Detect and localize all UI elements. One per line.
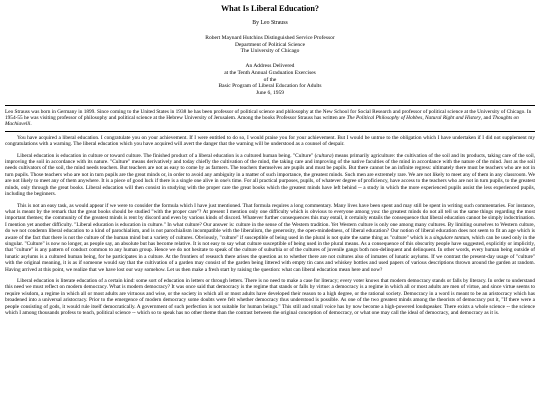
occasion-line: June 6, 1959 <box>256 89 284 96</box>
section-divider <box>5 131 535 132</box>
paragraph-text: This is not an easy task, as would appear if we were to consider the formula which I have just mentioned. That formula requires a long commentary. Many lives have been spent and may still be spent in writing such commentaries. For instance, what is meant by the remark that the great books should be studied "with the proper care"? At present I mention only one difficulty which is obvious to everyone among you: the greatest minds do not all tell us the same things regarding the most important themes; the community of the greatest minds is rent by discord and even by various kinds of discord. Whatever further consequences this may entail, it certainly entails the consequence that liberal education cannot be simply indoctrination. I mention yet another difficulty. "Liberal education is education in culture." In what culture? Our answer is: culture in the sense of the Western tradition. Yet Western culture is only one among many cultures. By limiting ourselves to Western culture, do we not condemn liberal education to a kind of parochialism, and is not parochialism incompatible with the liberalism, the generosity, the open-mindedness, of liberal education? Our notion of liberal education does not seem to fit an age which is aware of the fact that there is not the culture of the human mind but a variety of cultures. Obviously, "culture" if susceptible of being used in the plural is not quite the same thing as "culture" which is a <box>5 202 535 241</box>
bio-end: . <box>30 121 32 128</box>
body-paragraph: You have acquired a liberal education. I congratulate you on your achievement. If I were entitled to do so, I would praise you for your achievement. But I would be untrue to the obligation which I have undertaken if I did not supplement my congratulations with a warning. The liberal education which you have acquired will avert the danger that the warning will be understood as a counsel of despair. <box>5 134 535 148</box>
author-bio <box>5 109 535 128</box>
occasion-line: of the <box>263 76 277 83</box>
affiliation-line: Department of Political Science <box>234 41 306 48</box>
paragraph-text: , which can be used only in the singular. "Culture" is now no longer, as people say, an absolute but has become relative. It is not easy to say what culture susceptible of being used in the plural means. As a consequence of this obscurity people have suggested, explicitly or implicitly, that "culture" is any pattern of conduct common to any human group. Hence we do not hesitate to speak of the culture of suburbia or of the cultures of juvenile gangs both non-delinquent and delinquent. In other words, every human being outside of lunatic asylums is a cultured human being, for he participates in a culture. At the frontiers of research there arises the question as to whether there are not cultures also of inmates of lunatic asylums. If we contrast the present-day usage of "culture" with the original meaning, it is as if someone would say that the cultivation of a garden may consist of the garden being littered with empty tin cans and whiskey bottles and used papers of various descriptions thrown around the garden at random. Having arrived at this point, we realize that we have lost our way somehow. Let us then make a fresh start by raising the question: what can liberal education mean here and now? <box>5 234 535 273</box>
book-title: Thoughts on Machiavelli <box>5 115 519 128</box>
body-paragraph <box>5 153 535 198</box>
affiliation-line: Robert Maynard Hutchins Distinguished Service Professor <box>205 35 335 41</box>
occasion-line: at the Tenth Annual Graduation Exercises <box>224 69 316 76</box>
bio-separator: , <box>422 115 426 122</box>
section-divider <box>5 105 535 106</box>
body-paragraph <box>5 203 535 273</box>
body-paragraph: Liberal education is literate education of a certain kind: some sort of education in letters or through letters. There is no need to make a case for literacy; every voter knows that modern democracy stands or falls by literacy. In order to understand this need we must reflect on modern democracy. What is modern democracy? It was once said that democracy is the regime that stands or falls by virtue: a democracy is a regime in which all or most adults are men of virtue, and since virtue seems to require wisdom, a regime in which all or most adults are virtuous and wise, or the society in which all or most adults have developed their reason to a high degree, or the rational society. Democracy in a word is meant to be an aristocracy which has broadened into a universal aristocracy. Prior to the emergence of modern democracy some doubts were felt whether democracy thus understood is possible. As one of the two greatest minds among the theorists of democracy put it, "If there were a people consisting of gods, it would rule itself democratically. A government of such perfection is not suitable for human beings." This still and small voice has by now become a high-powered loudspeaker. There exists a whole science -- the science which I among thousands profess to teach, political science -- which so to speak has no other theme than the contrast between the original conception of democracy, or what one may call the ideal of democracy, and democracy as it is. <box>5 277 535 316</box>
book-title: The Political Philosophy of Hobbes <box>346 115 423 122</box>
occasion-line: Basic Program of Liberal Education for Adults <box>218 83 322 90</box>
paragraph-text: Liberal education is education in culture or toward culture. The finished product of a liberal education is a cultured human being. "Culture" ( <box>17 152 317 159</box>
book-title: Natural Right and History <box>425 115 481 122</box>
latin-term: cultura <box>316 152 332 159</box>
author-affiliation <box>5 35 535 55</box>
latin-term: singulare tantum <box>433 234 470 241</box>
bio-text: Leo Strauss was born in Germany in 1899. Since coming to the United States in 1938 he has been professor of political science and philosophy at the New School for Social Research and professor of political science at the University of Chicago. In 1954-55 he was visiting professor of philosophy and political science at the Hebrew University of Jerusalem. Among the books Professor Strauss has written are <box>5 108 532 122</box>
bio-separator: , and <box>480 115 493 122</box>
paragraph-text: ) means primarily agriculture: the cultivation of the soil and its products, taking care of the soil, improving the soil in accordance with its nature. "Culture" means derivatively and today chiefly the cultivation of the mind, the taking care and improving of the native faculties of the mind in accordance with the nature of the mind. Just as the soil needs cultivators of the soil, the mind needs teachers. But teachers are not as easy to come by as farmers. The teachers themselves are pupils and must be pupils. But there cannot be an infinite regress: ultimately there must be teachers who are not in turn pupils. Those teachers who are not in turn pupils are the great minds or, in order to avoid any ambiguity in a matter of such importance, the greatest minds. Such men are extremely rare. We are not likely to meet any of them in any classroom. We are not likely to meet any of them anywhere. It is a piece of good luck if there is a single one alive in one's time. For all practical purposes, pupils, of whatever degree of proficiency, have access to the teachers who are not in turn pupils, to the greatest minds, only through the great books. Liberal education will then consist in studying with the proper care the great books which the greatest minds have left behind -- a study in which the more experienced pupils assist the less experienced pupils, including the beginners. <box>5 152 536 198</box>
document-title: What Is Liberal Education? <box>220 4 320 13</box>
occasion-line: An Address Delivered <box>245 63 295 70</box>
address-occasion <box>5 63 535 97</box>
author-byline: By Leo Strauss <box>252 20 288 26</box>
affiliation-line: The University of Chicago <box>240 48 300 55</box>
